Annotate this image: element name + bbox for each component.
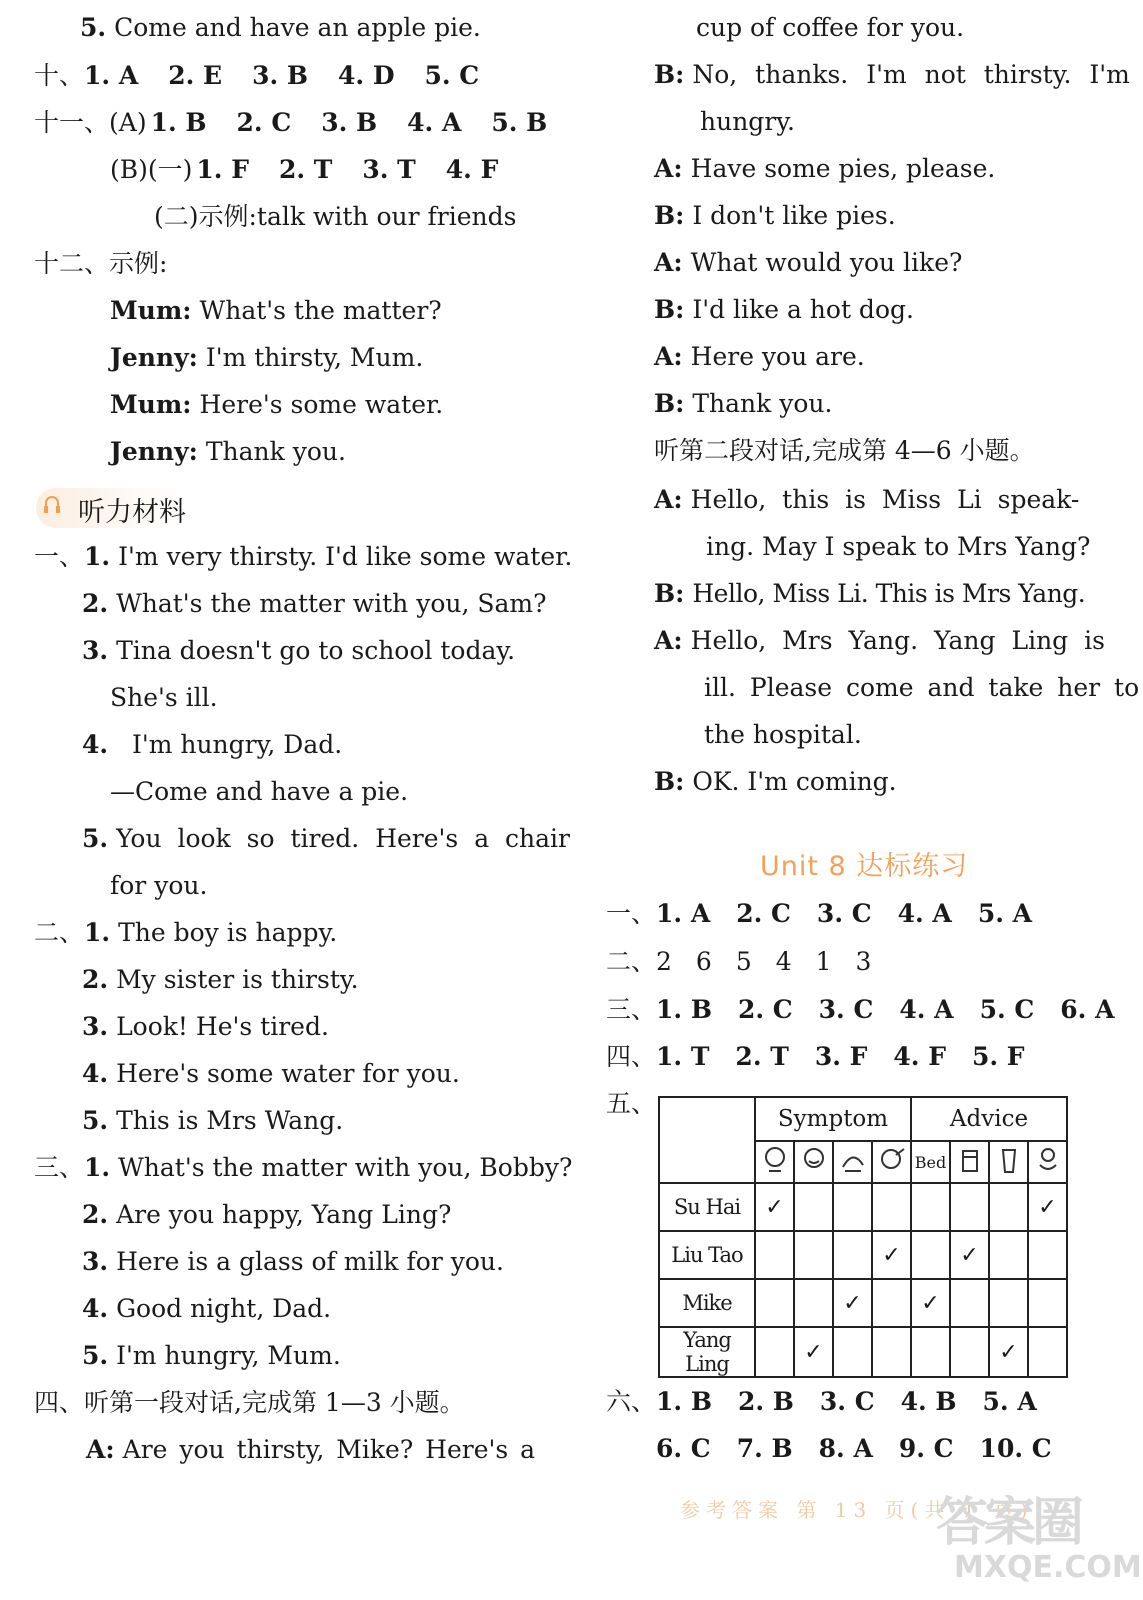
ill-icon (872, 1141, 911, 1183)
unit-answers-1: 一、1. A 2. C 3. C 4. A 5. A (606, 899, 1033, 928)
d2-line: B: Hello, Miss Li. This is Mrs Yang. (654, 579, 1086, 608)
d2-line: A: Hello, this is Miss Li speak- (654, 485, 1080, 514)
d1-line: A: What would you like? (654, 248, 963, 277)
p3-item: 2. Are you happy, Yang Ling? (82, 1200, 452, 1229)
unit-answers-4: 四、1. T 2. T 3. F 4. F 5. F (606, 1042, 1025, 1071)
dialog-line: Jenny: I'm thirsty, Mum. (110, 343, 424, 372)
watermark-logo: 答案圈 MXQE.COM (936, 1493, 1142, 1585)
d2-title: 听第二段对话,完成第 4—6 小题。 (654, 436, 1035, 465)
hungry-icon (794, 1141, 833, 1183)
d1-line: B: Thank you. (654, 389, 833, 418)
p4-title: 四、听第一段对话,完成第 1—3 小题。 (34, 1388, 465, 1417)
p1-item: 3. Tina doesn't go to school today. (82, 636, 516, 665)
d2-line: A: Hello, Mrs Yang. Yang Ling is (654, 626, 1105, 655)
unit-title: Unit 8 达标练习 (760, 851, 969, 882)
p1-item: 4. I'm hungry, Dad. (82, 730, 343, 759)
p1-item: 2. What's the matter with you, Sam? (82, 589, 547, 618)
medicine-icon (950, 1141, 989, 1183)
d2-line: the hospital. (704, 720, 862, 749)
right-cont: cup of coffee for you. (696, 13, 965, 42)
d2-line: ing. May I speak to Mrs Yang? (706, 532, 1091, 561)
d1-line: A: Here you are. (654, 342, 865, 371)
table-row: Mike ✓ ✓ (659, 1279, 1067, 1327)
table-corner (659, 1097, 755, 1183)
headphones-icon (44, 494, 60, 516)
answers-10: 十、1. A 2. E 3. B 4. D 5. C (34, 61, 480, 90)
d1-line: B: I'd like a hot dog. (654, 295, 914, 324)
unit-answers-2: 二、2 6 5 4 1 3 (606, 947, 872, 976)
dialog-line: Jenny: Thank you. (110, 437, 346, 466)
table-row: Liu Tao ✓ ✓ (659, 1231, 1067, 1279)
unit-answers-6b: 6. C 7. B 8. A 9. C 10. C (656, 1434, 1052, 1463)
bed-icon: Bed (911, 1141, 950, 1183)
symptom-advice-table (658, 1096, 1068, 1378)
p1-item: 5. You look so tired. Here's a chair (82, 824, 570, 853)
table-row: Su Hai ✓ ✓ (659, 1183, 1067, 1231)
advice-header: Advice (911, 1097, 1067, 1141)
answers-11: 十一、(A) 1. B 2. C 3. B 4. A 5. B (34, 108, 548, 137)
d1-line: hungry. (700, 107, 796, 136)
p1-item: She's ill. (110, 683, 218, 712)
p3-item: 三、1. What's the matter with you, Bobby? (34, 1153, 573, 1182)
d1-line: A: Have some pies, please. (654, 154, 996, 183)
p1-item: for you. (110, 871, 208, 900)
unit-answers-3: 三、1. B 2. C 3. C 4. A 5. C 6. A (606, 995, 1115, 1024)
p3-item: 4. Good night, Dad. (82, 1294, 332, 1323)
dialog-line: Mum: Here's some water. (110, 390, 444, 419)
unit-answers-5-label: 五、 (606, 1089, 657, 1118)
p2-item: 5. This is Mrs Wang. (82, 1106, 344, 1135)
symptom-header: Symptom (755, 1097, 911, 1141)
d1-line: B: I don't like pies. (654, 201, 896, 230)
section-title: 听力材料 (78, 497, 186, 528)
food-icon (1028, 1141, 1067, 1183)
p2-item: 2. My sister is thirsty. (82, 965, 359, 994)
answers-11c: (二)示例:talk with our friends (154, 202, 517, 231)
answers-11b: (B)(一) 1. F 2. T 3. T 4. F (110, 155, 499, 184)
page-footer: 参考答案 第 13 页(共 1 页) (680, 1498, 1034, 1522)
table-row: Yang Ling ✓ ✓ (659, 1327, 1067, 1377)
d2-line: ill. Please come and take her to (704, 673, 1140, 702)
p2-item: 3. Look! He's tired. (82, 1012, 329, 1041)
p3-item: 5. I'm hungry, Mum. (82, 1341, 341, 1370)
answers-12-label: 十二、示例: (34, 249, 168, 278)
p3-item: 3. Here is a glass of milk for you. (82, 1247, 504, 1276)
dialog-line: Mum: What's the matter? (110, 296, 442, 325)
thirsty-icon (755, 1141, 794, 1183)
left-line-1: 5. Come and have an apple pie. (80, 13, 481, 42)
listening-section-header (36, 488, 216, 528)
p1-item: —Come and have a pie. (110, 777, 409, 806)
p4-line: A: Are you thirsty, Mike? Here's a (86, 1435, 536, 1464)
d1-line: B: No, thanks. I'm not thirsty. I'm (654, 60, 1130, 89)
unit-answers-6: 六、1. B 2. B 3. C 4. B 5. A (606, 1387, 1037, 1416)
water-icon (989, 1141, 1028, 1183)
d2-line: B: OK. I'm coming. (654, 767, 897, 796)
p2-item: 二、1. The boy is happy. (34, 918, 338, 947)
p2-item: 4. Here's some water for you. (82, 1059, 460, 1088)
p1-item: 一、1. I'm very thirsty. I'd like some water. (34, 542, 573, 571)
tired-icon (833, 1141, 872, 1183)
